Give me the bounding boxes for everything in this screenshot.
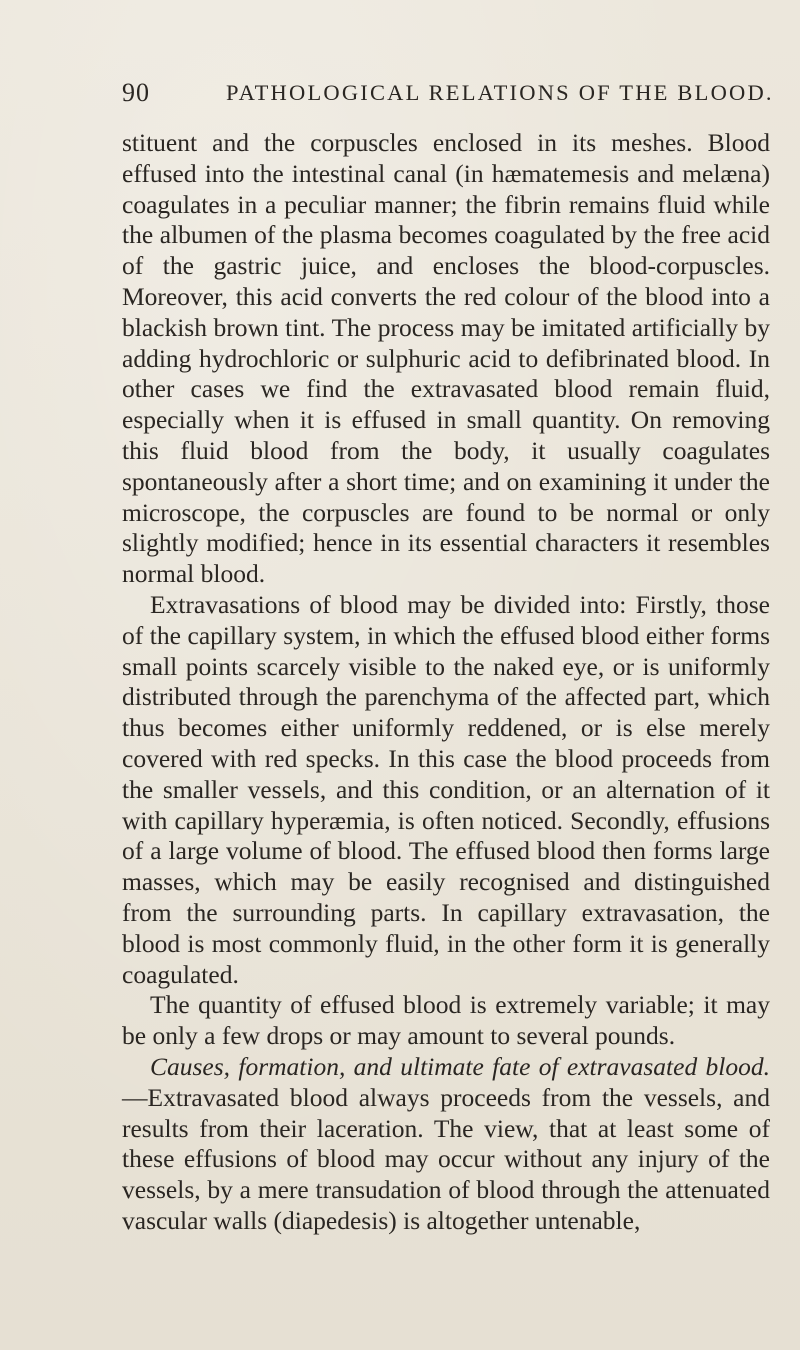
paragraph-causes-text: —Extravasated blood always proceeds from the vessels, and results from their laceration. The view, that at least some of these effusions of blood may occur without any injury of the vessels, by a mere transudation of blood through the attenuated vascular walls (diapedesis) is altogether untenable, xyxy=(122,1082,770,1235)
body-text xyxy=(122,128,770,1237)
paragraph-continuation: stituent and the corpuscles enclosed in its meshes. Blood effused into the intestinal canal (in hæmatemesis and melæna) coagulates in a peculiar manner; the fibrin remains fluid while the albumen of the plasma becomes coagulated by the free acid of the gastric juice, and encloses the blood-corpuscles. Moreover, this acid converts the red colour of the blood into a blackish brown tint. The process may be imitated artificially by adding hydrochloric or sulphuric acid to defibrinated blood. In other cases we find the extravasated blood remain fluid, especially when it is effused in small quantity. On removing this fluid blood from the body, it usually coagulates spontaneously after a short time; and on examining it under the microscope, the corpuscles are found to be normal or only slightly modified; hence in its essential characters it resembles normal blood. xyxy=(122,128,770,589)
page-header xyxy=(122,78,774,110)
section-heading-italic: Causes, formation, and ultimate fate of extravasated blood. xyxy=(150,1051,770,1081)
paragraph-quantity: The quantity of effused blood is extremely variable; it may be only a few drops or may amount to several pounds. xyxy=(122,990,770,1051)
paragraph-extravasations: Extravasations of blood may be divided into: Firstly, those of the capillary system, in which the effused blood either forms small points scarcely visible to the naked eye, or is uniformly distributed through the parenchyma of the affected part, which thus becomes either uniformly reddened, or is else merely covered with red specks. In this case the blood proceeds from the smaller vessels, and this condition, or an alternation of it with capillary hyperæmia, is often noticed. Secondly, effusions of a large volume of blood. The effused blood then forms large masses, which may be easily recognised and distinguished from the surrounding parts. In capillary extravasation, the blood is most commonly fluid, in the other form it is generally coagulated. xyxy=(122,589,770,989)
running-head: PATHOLOGICAL RELATIONS OF THE BLOOD. xyxy=(226,80,774,105)
paragraph-causes xyxy=(122,1052,770,1237)
page-number: 90 xyxy=(122,78,150,107)
